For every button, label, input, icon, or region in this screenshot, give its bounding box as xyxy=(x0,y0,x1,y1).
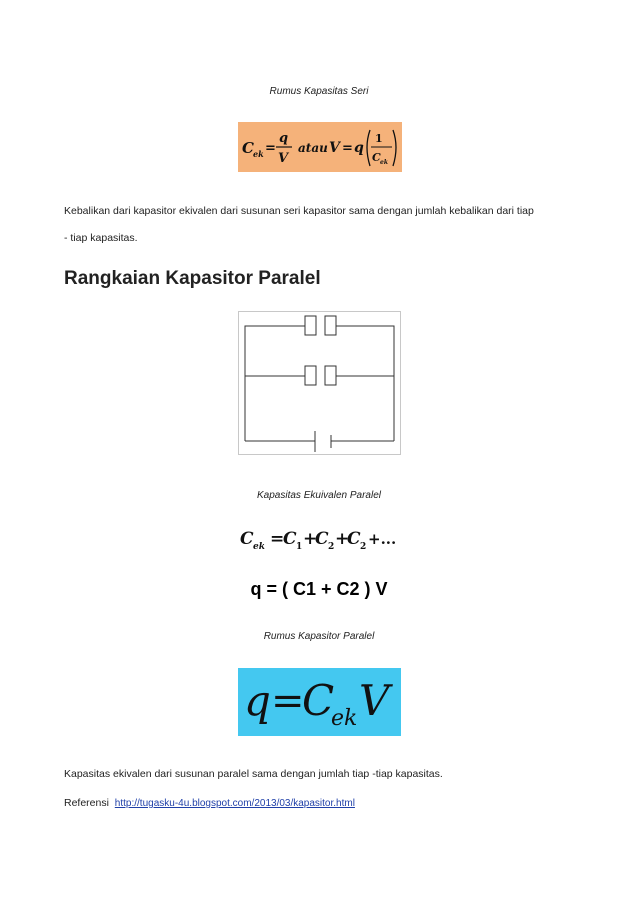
series-formula-svg xyxy=(238,122,402,172)
reference-label: Referensi xyxy=(64,797,109,809)
reference-link[interactable]: http://tugasku-4u.blogspot.com/2013/03/kapasitor.html xyxy=(114,798,355,809)
eq-c2a: C xyxy=(315,529,329,549)
caption-equivalent: Kapasitas Ekuivalen Paralel xyxy=(257,490,381,501)
eq-sub-2b: 2 xyxy=(360,542,367,552)
caption-series: Rumus Kapasitas Seri xyxy=(269,86,369,97)
capacitor-2-plate-a xyxy=(305,366,316,385)
parallel-circuit-diagram xyxy=(238,311,402,456)
parallel-formula-svg xyxy=(238,668,401,736)
pf-sub-ek: ek xyxy=(331,706,358,731)
series-q: q xyxy=(279,131,289,146)
caption-rumus: Rumus Kapasitor Paralel xyxy=(263,631,375,642)
eq-eq: = xyxy=(270,529,285,549)
eq-sub-2a: 2 xyxy=(328,542,335,552)
series-sub-ek: ek xyxy=(253,149,264,159)
section-heading: Rangkaian Kapasitor Paralel xyxy=(64,268,321,289)
q-equation: q = ( C1 + C2 ) V xyxy=(250,579,388,599)
series-c: C xyxy=(242,139,254,157)
eq-c1: C xyxy=(283,529,297,549)
series-eq: = xyxy=(265,141,276,156)
parallel-formula-image xyxy=(238,668,401,736)
equivalent-equation-svg xyxy=(238,522,408,556)
pf-c: C xyxy=(302,676,335,725)
eq-c2b: C xyxy=(347,529,361,549)
pf-q: q xyxy=(244,676,271,725)
paragraph-parallel: Kapasitas ekivalen dari susunan paralel sama dengan jumlah tiap -tiap kapasitas. xyxy=(64,768,443,780)
eq-sub-1: 1 xyxy=(296,542,303,552)
eq-tail: +... xyxy=(368,530,397,548)
eq-sub-ek: ek xyxy=(253,542,265,552)
reference-line xyxy=(64,797,355,809)
series-v: V xyxy=(278,151,289,166)
eq-plus-2: + xyxy=(335,529,350,549)
pf-v: V xyxy=(359,676,390,725)
eq-plus-1: + xyxy=(303,529,318,549)
series-q2: q xyxy=(354,140,364,156)
paragraph-series-line-1: Kebalikan dari kapasitor ekivalen dari susunan seri kapasitor sama dengan jumlah kebalikan dari tiap xyxy=(64,205,534,217)
series-sub-ek-denom: ek xyxy=(380,159,388,166)
equivalent-equation xyxy=(238,522,408,556)
pf-eq: = xyxy=(271,678,305,724)
capacitor-1-plate-b xyxy=(325,316,336,335)
series-v2: V xyxy=(329,140,340,156)
capacitor-2-plate-b xyxy=(325,366,336,385)
parallel-circuit-svg xyxy=(238,311,402,456)
capacitor-1-plate-a xyxy=(305,316,316,335)
series-one: 1 xyxy=(375,132,383,145)
eq-c: C xyxy=(240,529,254,549)
series-c-denom: C xyxy=(372,151,381,164)
series-atau: atau xyxy=(298,141,328,155)
series-formula-image xyxy=(238,122,402,172)
series-eq2: = xyxy=(342,141,353,156)
paragraph-series-line-2: - tiap kapasitas. xyxy=(64,232,138,244)
